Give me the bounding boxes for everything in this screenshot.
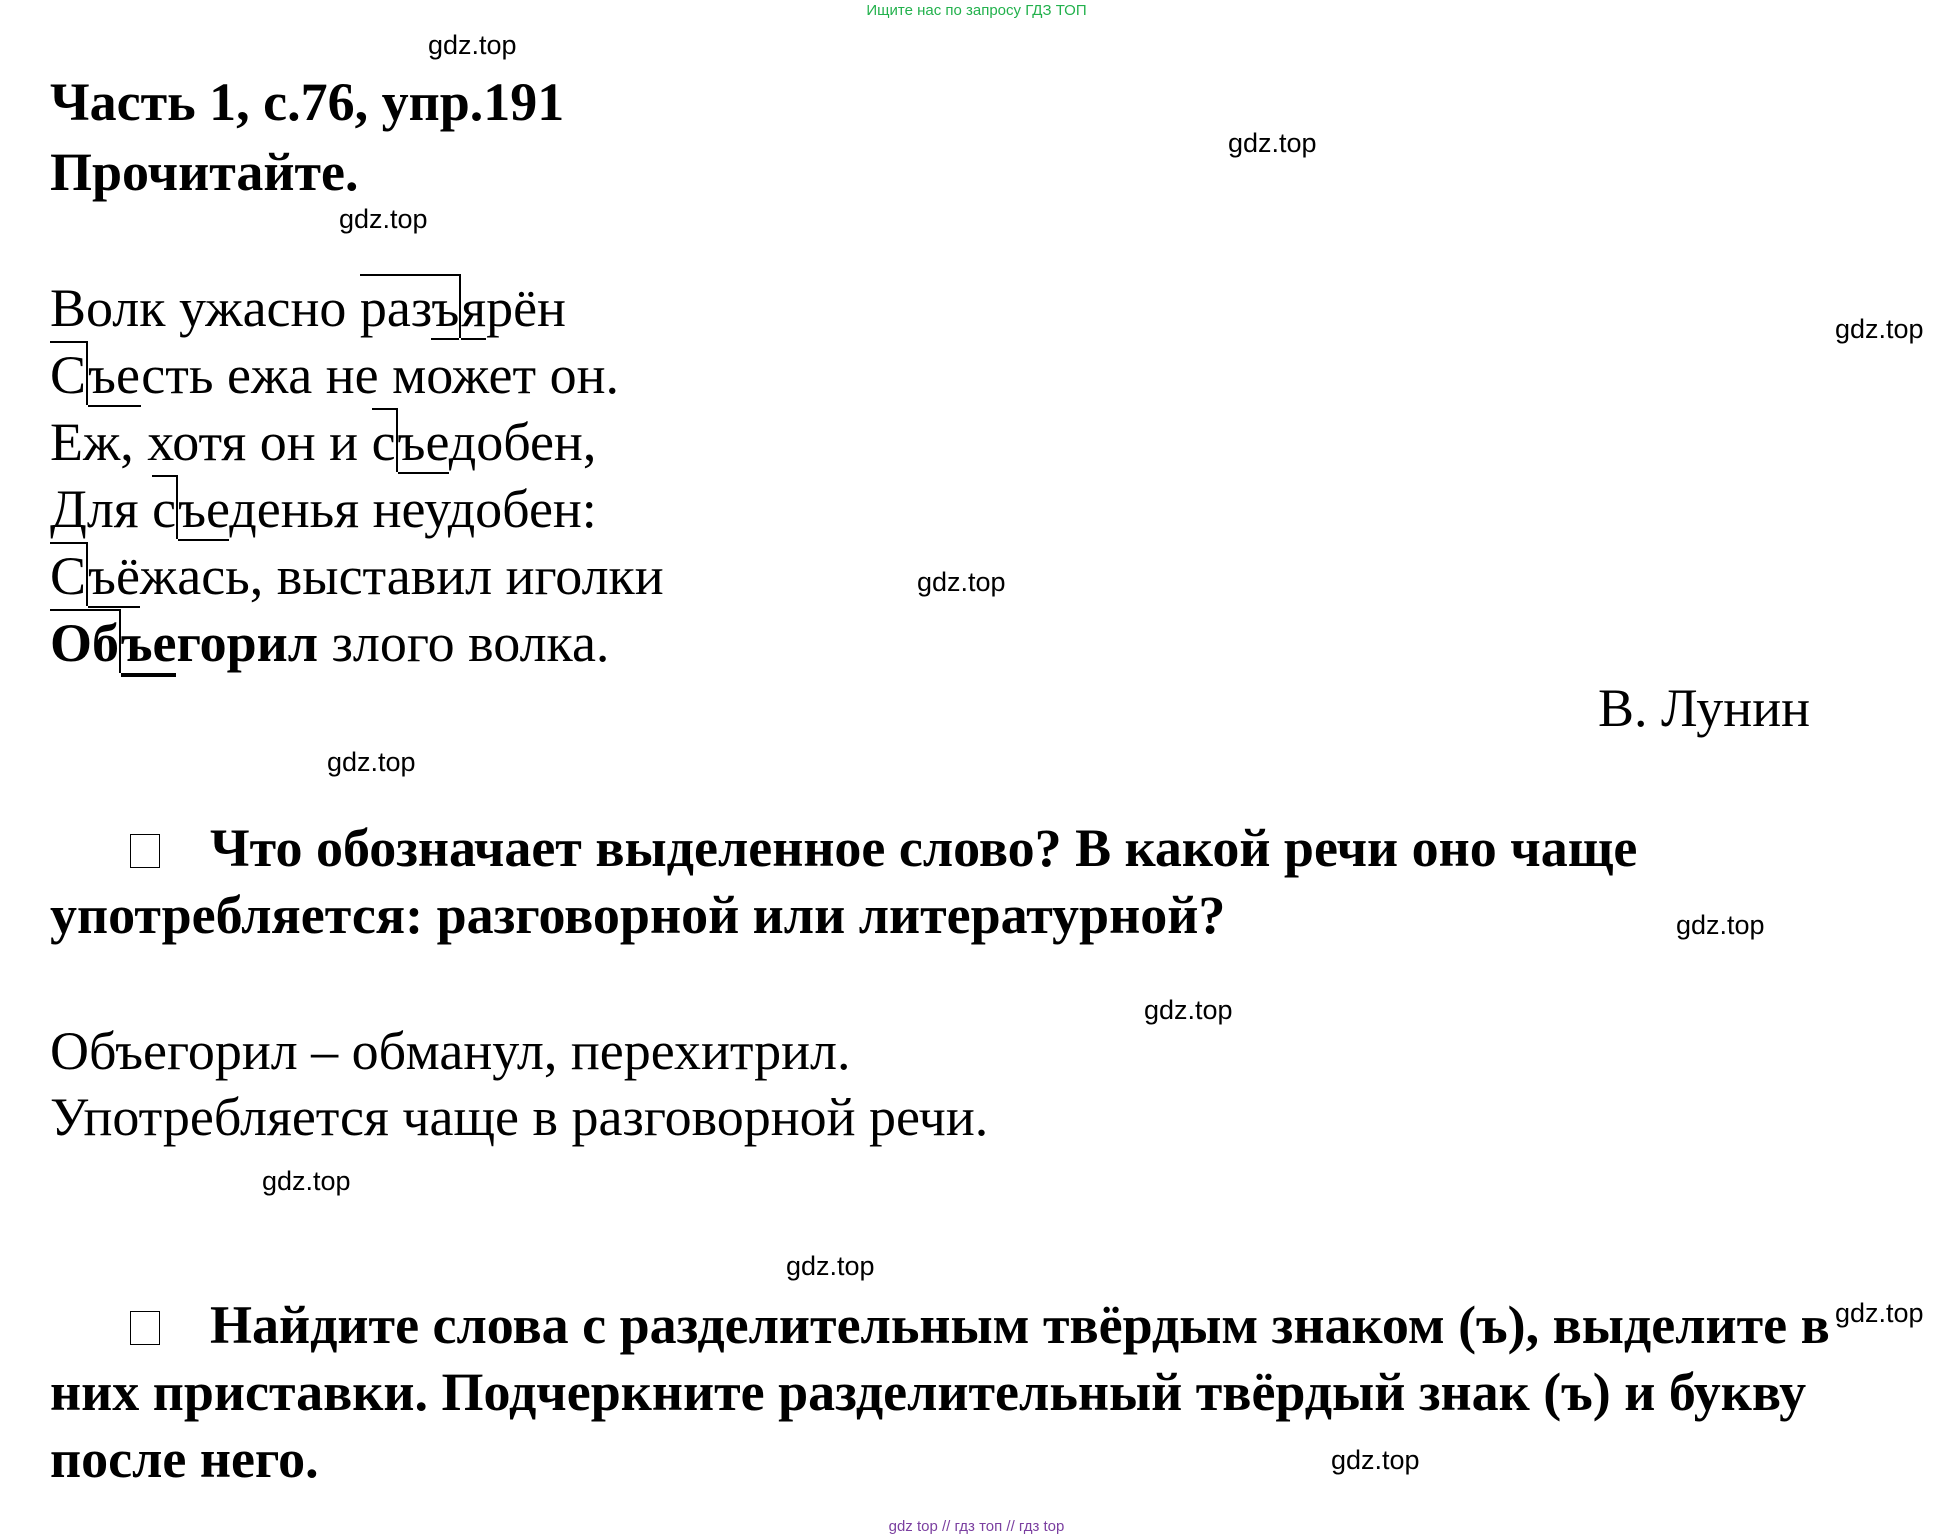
watermark: gdz.top <box>262 1166 351 1196</box>
watermark: gdz.top <box>428 30 517 60</box>
watermark: gdz.top <box>339 204 428 234</box>
poem-line-4 <box>50 479 597 539</box>
poem-line-2 <box>50 345 619 405</box>
task-checkbox <box>130 834 160 868</box>
watermark: gdz.top <box>1228 128 1317 158</box>
separator-sign: ъе <box>397 412 449 472</box>
answer-line-1: Объегорил – обманул, перехитрил. <box>50 1021 851 1081</box>
poem-line-5 <box>50 546 664 606</box>
task-2-text: Найдите слова с разделительным твёрдым знаком (ъ), выделите в них приставки. Подчеркните разделительный твёрдый знак (ъ) и букву после него. <box>50 1295 1830 1489</box>
poem-text: денья неудобен: <box>229 479 597 539</box>
separator-sign: ъе <box>121 613 176 677</box>
prefix-mark <box>360 274 461 338</box>
poem-text: Еж, хотя он и <box>50 412 372 472</box>
prefix-mark: с <box>152 475 178 539</box>
poem-text: добен, <box>448 412 597 472</box>
poem-author: В. Лунин <box>1598 678 1810 738</box>
poem-text: жась, выставил иголки <box>139 546 664 606</box>
footer-links: gdz top // гдз топ // гдз top <box>888 1518 1065 1535</box>
poem-line-3 <box>50 412 596 472</box>
watermark: gdz.top <box>1676 910 1765 940</box>
highlighted-word-rest: горил <box>176 613 319 673</box>
prefix-mark: Об <box>50 609 121 673</box>
task-1-text: Что обозначает выделенное слово? В какой речи оно чаще употребляется: разговорной или литературной? <box>50 818 1638 945</box>
task-checkbox <box>130 1311 160 1345</box>
separator-letter: я <box>461 278 487 338</box>
top-banner: Ищите нас по запросу ГДЗ ТОП <box>866 2 1087 19</box>
prefix-mark: С <box>50 341 88 405</box>
separator-sign: ъ <box>431 278 460 338</box>
prefix-mark: С <box>50 542 88 606</box>
poem-text: рён <box>486 278 566 338</box>
watermark: gdz.top <box>327 747 416 777</box>
watermark: gdz.top <box>1331 1445 1420 1475</box>
watermark: gdz.top <box>786 1251 875 1281</box>
exercise-instruction: Прочитайте. <box>50 142 359 202</box>
poem-text: сть ежа не может он. <box>141 345 619 405</box>
prefix-mark: с <box>372 408 398 472</box>
separator-sign: ъе <box>88 345 142 405</box>
separator-sign: ъе <box>178 479 230 539</box>
poem-text: злого волка. <box>318 613 610 673</box>
watermark: gdz.top <box>917 567 1006 597</box>
task-1 <box>50 815 1830 949</box>
prefix-text: раз <box>359 278 432 338</box>
poem-line-1 <box>50 278 566 338</box>
task-2 <box>50 1292 1830 1493</box>
watermark: gdz.top <box>1835 1298 1924 1328</box>
watermark: gdz.top <box>1835 314 1924 344</box>
poem-text: Волк ужасно <box>50 278 360 338</box>
exercise-title: Часть 1, с.76, упр.191 <box>50 72 565 132</box>
poem-line-6 <box>50 613 609 673</box>
watermark: gdz.top <box>1144 995 1233 1025</box>
answer-line-2: Употребляется чаще в разговорной речи. <box>50 1087 989 1147</box>
separator-sign: ъё <box>88 546 140 606</box>
poem-text: Для <box>50 479 153 539</box>
